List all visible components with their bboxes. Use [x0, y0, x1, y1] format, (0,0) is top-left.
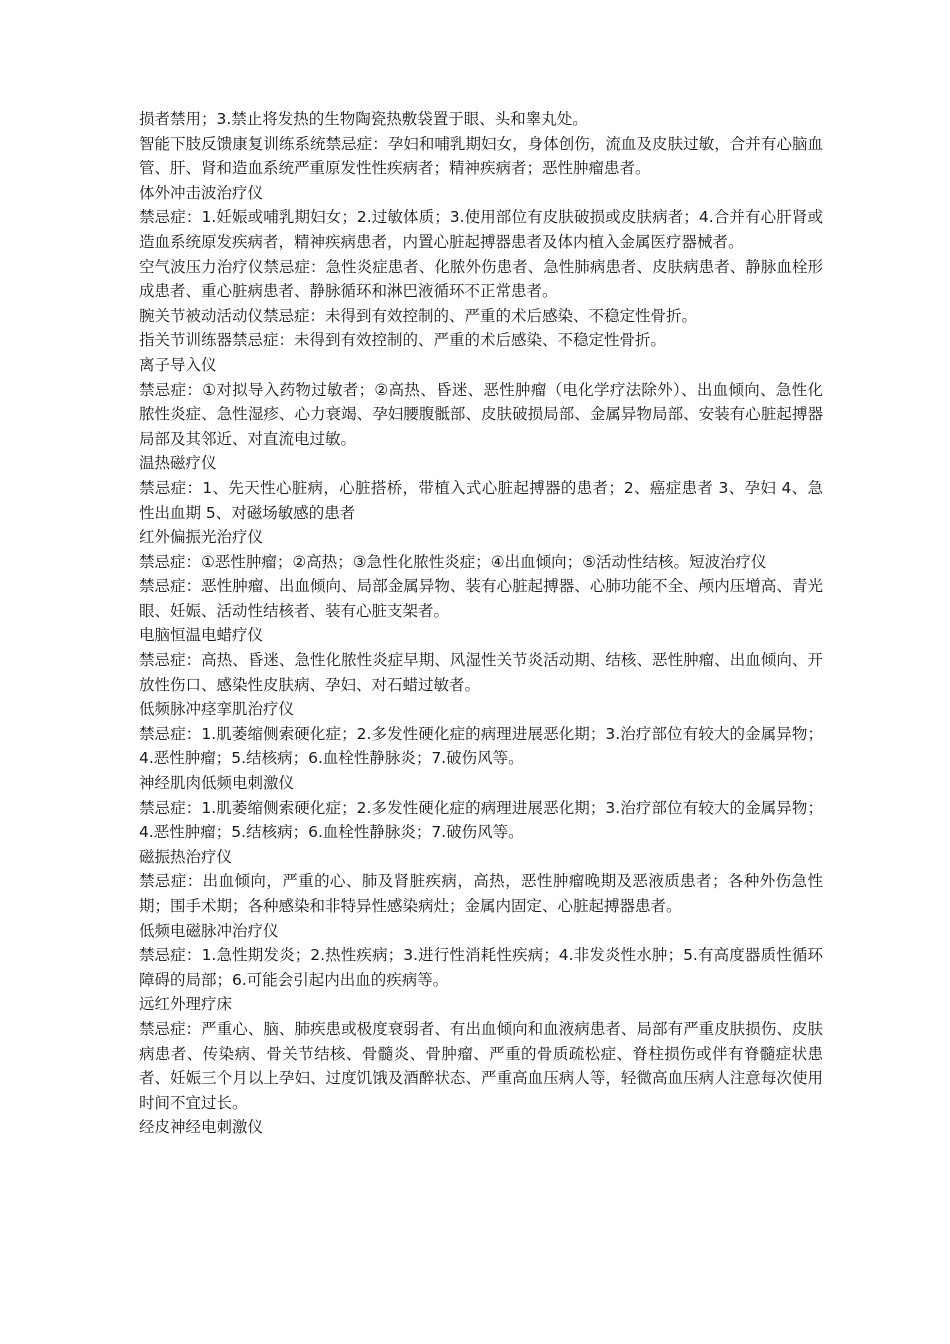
- paragraph: 禁忌症：恶性肿瘤、出血倾向、局部金属异物、装有心脏起搏器、心肺功能不全、颅内压增高、青光眼、妊娠、活动性结核者、装有心脏支架者。: [139, 577, 823, 620]
- section-heading: 远红外理疗床: [139, 995, 233, 1014]
- section-heading: 低频电磁脉冲治疗仪: [139, 921, 279, 940]
- paragraph: 禁忌症：出血倾向，严重的心、肺及肾脏疾病，高热，恶性肿瘤晚期及恶液质患者；各种外伤急性期；围手术期；各种感染和非特异性感染病灶；金属内固定、心脏起搏器患者。: [139, 872, 823, 915]
- section-heading: 电脑恒温电蜡疗仪: [139, 626, 264, 645]
- paragraph: 禁忌症：高热、昏迷、急性化脓性炎症早期、风湿性关节炎活动期、结核、恶性肿瘤、出血倾向、开放性伤口、感染性皮肤病、孕妇、对石蜡过敏者。: [139, 651, 823, 694]
- paragraph: 禁忌症：1.急性期发炎；2.热性疾病；3.进行性消耗性疾病；4.非发炎性水肿；5.有高度器质性循环障碍的局部；6.可能会引起内出血的疾病等。: [139, 946, 823, 989]
- section-heading: 神经肌肉低频电刺激仪: [139, 774, 295, 793]
- section-heading: 经皮神经电刺激仪: [139, 1118, 264, 1137]
- section-heading: 红外偏振光治疗仪: [139, 528, 264, 547]
- paragraph: 腕关节被动活动仪禁忌症：未得到有效控制的、严重的术后感染、不稳定性骨折。: [139, 306, 698, 325]
- paragraph: 禁忌症：严重心、脑、肺疾患或极度衰弱者、有出血倾向和血液病患者、局部有严重皮肤损伤、皮肤病患者、传染病、骨关节结核、骨髓炎、骨肿瘤、严重的骨质疏松症、脊柱损伤或伴有脊髓症状患者、妊娠三个月以上孕妇、过度饥饿及酒醉状态、严重高血压病人等，轻微高血压病人注意每次使用时间不宜过长。: [139, 1019, 823, 1112]
- paragraph: 禁忌症：1.肌萎缩侧索硬化症；2.多发性硬化症的病理进展恶化期；3.治疗部位有较大的金属异物；4.恶性肿瘤；5.结核病；6.血栓性静脉炎；7.破伤风等。: [139, 798, 823, 842]
- paragraph: 禁忌症：①对拟导入药物过敏者；②高热、昏迷、恶性肿瘤（电化学疗法除外）、出血倾向、急性化脓性炎症、急性湿疹、心力衰竭、孕妇腰腹骶部、皮肤破损局部、金属异物局部、安装有心脏起搏器局部及其邻近、对直流电过敏。: [139, 380, 823, 448]
- paragraph: 禁忌症：1.肌萎缩侧索硬化症；2.多发性硬化症的病理进展恶化期；3.治疗部位有较大的金属异物；4.恶性肿瘤；5.结核病；6.血栓性静脉炎；7.破伤风等。: [139, 724, 823, 768]
- paragraph: 禁忌症：1.妊娠或哺乳期妇女；2.过敏体质；3.使用部位有皮肤破损或皮肤病者；4.合并有心肝肾或造血系统原发疾病者，精神疾病患者，内置心脏起搏器患者及体内植入金属医疗器械者。: [139, 208, 823, 251]
- paragraph: 禁忌症：1、先天性心脏病，心脏搭桥，带植入式心脏起搏器的患者；2、癌症患者 3、孕妇 4、急性出血期 5、对磁场敏感的患者: [139, 478, 823, 522]
- document-body: [139, 107, 823, 1140]
- section-heading: 温热磁疗仪: [139, 454, 217, 473]
- section-heading: 体外冲击波治疗仪: [139, 183, 264, 202]
- section-heading: 离子导入仪: [139, 355, 217, 374]
- paragraph: 禁忌症：①恶性肿瘤；②高热；③急性化脓性炎症；④出血倾向；⑤活动性结核。短波治疗仪: [139, 552, 767, 571]
- paragraph: 指关节训练器禁忌症：未得到有效控制的、严重的术后感染、不稳定性骨折。: [139, 331, 667, 350]
- section-heading: 磁振热治疗仪: [139, 847, 233, 866]
- paragraph: 损者禁用；3.禁止将发热的生物陶瓷热敷袋置于眼、头和睾丸处。: [139, 110, 588, 128]
- paragraph: 空气波压力治疗仪禁忌症：急性炎症患者、化脓外伤患者、急性肺病患者、皮肤病患者、静脉血栓形成患者、重心脏病患者、静脉循环和淋巴液循环不正常患者。: [139, 257, 823, 301]
- paragraph: 智能下肢反馈康复训练系统禁忌症：孕妇和哺乳期妇女，身体创伤，流血及皮肤过敏，合并有心脑血管、肝、肾和造血系统严重原发性性疾病者；精神疾病者；恶性肿瘤患者。: [139, 134, 823, 178]
- section-heading: 低频脉冲痉挛肌治疗仪: [139, 700, 295, 719]
